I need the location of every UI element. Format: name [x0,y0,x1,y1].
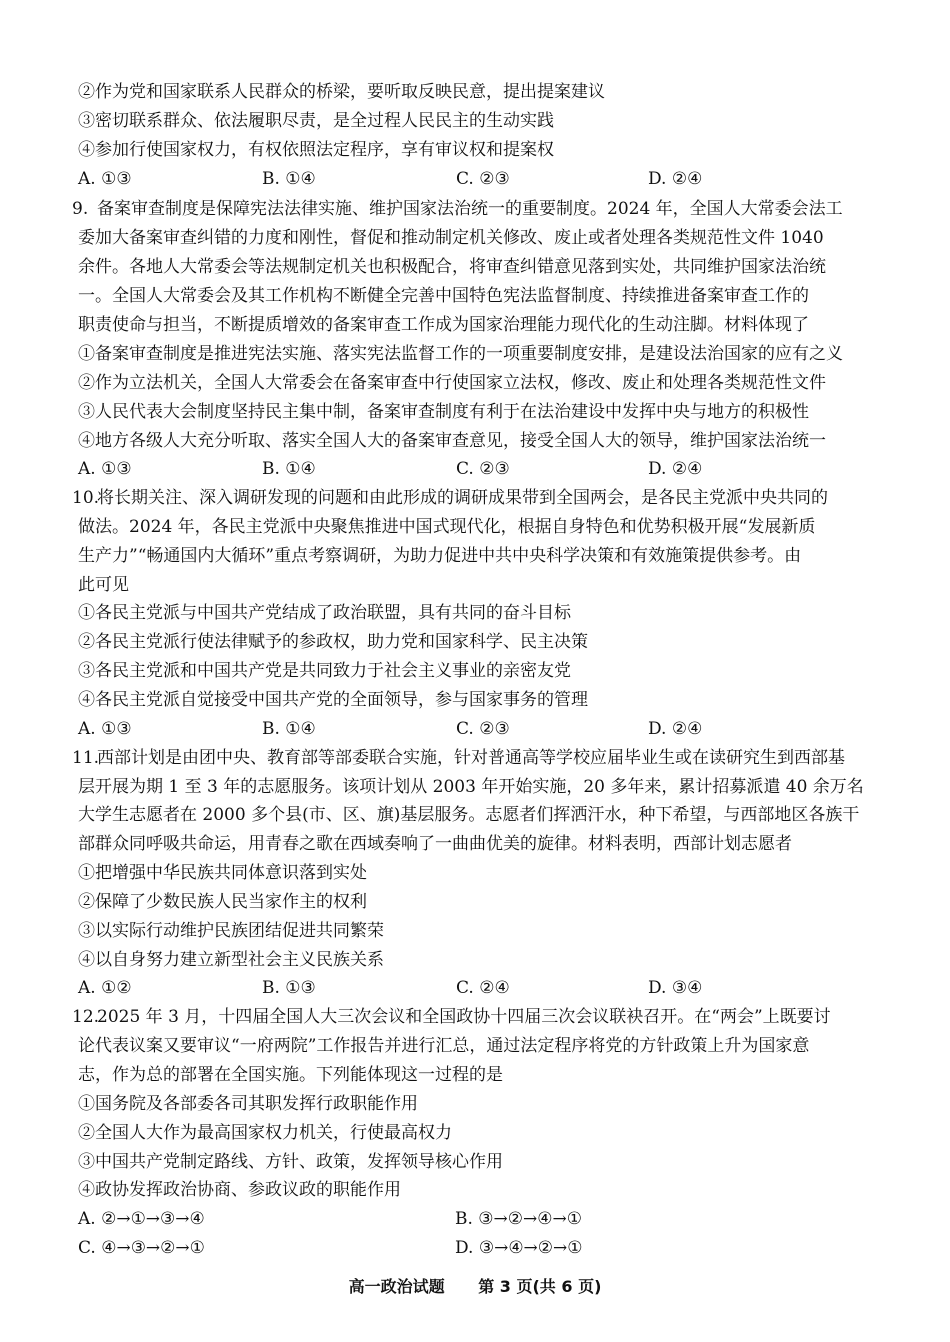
option-a[interactable]: A. ①③ [78,169,132,189]
question-number: 12. [72,1007,100,1027]
option-b[interactable]: B. ①④ [262,719,316,739]
question-text-line: 层开展为期 1 至 3 年的志愿服务。该项计划从 2003 年开始实施，20 多年来，累计招募派遣 40 余万名 [78,777,864,797]
question-text-line: 生产力”“畅通国内大循环”重点考察调研，为助力促进中共中央科学决策和有效施策提供参考。由 [78,546,802,566]
question-text-line: 备案审查制度是保障宪法法律实施、维护国家法治统一的重要制度。2024 年，全国人大常委会法工 [97,199,843,219]
question-text-line: 将长期关注、深入调研发现的问题和由此形成的调研成果带到全国两会，是各民主党派中央共同的 [97,488,828,508]
statement-4: ④各民主党派自觉接受中国共产党的全面领导，参与国家事务的管理 [78,690,588,710]
answer-options [78,974,900,1003]
statement-2: ②保障了少数民族人民当家作主的权利 [78,892,367,912]
option-d[interactable]: D. ②④ [648,169,703,189]
answer-options [78,1205,900,1234]
question-text-line: 做法。2024 年，各民主党派中央聚焦推进中国式现代化，根据自身特色和优势积极开展“发展新质 [78,517,816,537]
statement-2: ②各民主党派行使法律赋予的参政权，助力党和国家科学、民主决策 [78,632,588,652]
option-c[interactable]: C. ④→③→②→① [78,1238,205,1258]
option-d[interactable]: D. ③④ [648,978,703,998]
statement-4: ④以自身努力建立新型社会主义民族关系 [78,950,384,970]
statement-3: ③以实际行动维护民族团结促进共同繁荣 [78,921,384,941]
option-a[interactable]: A. ①③ [78,459,132,479]
statement-1: ①各民主党派与中国共产党结成了政治联盟，具有共同的奋斗目标 [78,603,571,623]
exam-title: 高一政治试题 [348,1277,445,1296]
answer-options [78,1234,900,1263]
answer-options [78,455,900,484]
question-text-line: 此可见 [78,575,129,595]
question-text-line: 大学生志愿者在 2000 多个县(市、区、旗)基层服务。志愿者们挥洒汗水，种下希望，与西部地区各族干 [78,805,860,825]
question-text-line: 部群众同呼吸共命运，用青春之歌在西域奏响了一曲曲优美的旋律。材料表明，西部计划志愿者 [78,834,792,854]
statement-3: ③人民代表大会制度坚持民主集中制，备案审查制度有利于在法治建设中发挥中央与地方的积极性 [78,402,809,422]
option-a[interactable]: A. ②→①→③→④ [78,1209,205,1229]
option-b[interactable]: B. ①④ [262,169,316,189]
question-text-line: 志，作为总的部署在全国实施。下列能体现这一过程的是 [78,1065,503,1085]
page-number: 第 3 页(共 6 页) [478,1277,602,1296]
option-d[interactable]: D. ②④ [648,459,703,479]
answer-options [78,165,900,194]
option-d[interactable]: D. ③→④→②→① [455,1238,583,1258]
statement-4: ④地方各级人大充分听取、落实全国人大的备案审查意见，接受全国人大的领导，维护国家法治统一 [78,431,826,451]
option-c[interactable]: C. ②④ [456,978,510,998]
question-text-line: 2025 年 3 月，十四届全国人大三次会议和全国政协十四届三次会议联袂召开。在“两会”上既要讨 [97,1007,831,1027]
option-a[interactable]: A. ①③ [78,719,132,739]
option-b[interactable]: B. ③→②→④→① [455,1209,582,1229]
option-c[interactable]: C. ②③ [456,459,510,479]
question-text-line: 论代表议案又要审议“一府两院”工作报告并进行汇总，通过法定程序将党的方针政策上升为国家意 [78,1036,810,1056]
option-c[interactable]: C. ②③ [456,169,510,189]
option-b[interactable]: B. ①③ [262,978,316,998]
statement-1: ①把增强中华民族共同体意识落到实处 [78,863,367,883]
question-text-line: 委加大备案审查纠错的力度和刚性，督促和推动制定机关修改、废止或者处理各类规范性文件 1040 [78,228,824,248]
statement-2: ②作为党和国家联系人民群众的桥梁，要听取反映民意，提出提案建议 [78,82,605,102]
answer-options [78,715,900,744]
statement-3: ③密切联系群众、依法履职尽责，是全过程人民民主的生动实践 [78,111,554,131]
statement-1: ①国务院及各部委各司其职发挥行政职能作用 [78,1094,418,1114]
question-number: 11. [72,748,100,768]
question-text-line: 一。全国人大常委会及其工作机构不断健全完善中国特色宪法监督制度、持续推进备案审查工作的 [78,286,809,306]
question-number: 9. [72,199,89,219]
page-footer [0,1274,950,1297]
option-b[interactable]: B. ①④ [262,459,316,479]
statement-2: ②作为立法机关，全国人大常委会在备案审查中行使国家立法权，修改、废止和处理各类规范性文件 [78,373,826,393]
statement-4: ④参加行使国家权力，有权依照法定程序，享有审议权和提案权 [78,140,554,160]
statement-3: ③中国共产党制定路线、方针、政策，发挥领导核心作用 [78,1152,503,1172]
option-d[interactable]: D. ②④ [648,719,703,739]
statement-3: ③各民主党派和中国共产党是共同致力于社会主义事业的亲密友党 [78,661,571,681]
option-c[interactable]: C. ②③ [456,719,510,739]
option-a[interactable]: A. ①② [78,978,132,998]
statement-4: ④政协发挥政治协商、参政议政的职能作用 [78,1180,401,1200]
statement-2: ②全国人大作为最高国家权力机关，行使最高权力 [78,1123,452,1143]
statement-1: ①备案审查制度是推进宪法实施、落实宪法监督工作的一项重要制度安排，是建设法治国家的应有之义 [78,344,843,364]
question-text-line: 余件。各地人大常委会等法规制定机关也积极配合，将审查纠错意见落到实处，共同维护国家法治统 [78,257,826,277]
question-text-line: 职责使命与担当，不断提质增效的备案审查工作成为国家治理能力现代化的生动注脚。材料体现了 [78,315,809,335]
question-number: 10. [72,488,100,508]
question-text-line: 西部计划是由团中央、教育部等部委联合实施，针对普通高等学校应届毕业生或在读研究生到西部基 [97,748,845,768]
